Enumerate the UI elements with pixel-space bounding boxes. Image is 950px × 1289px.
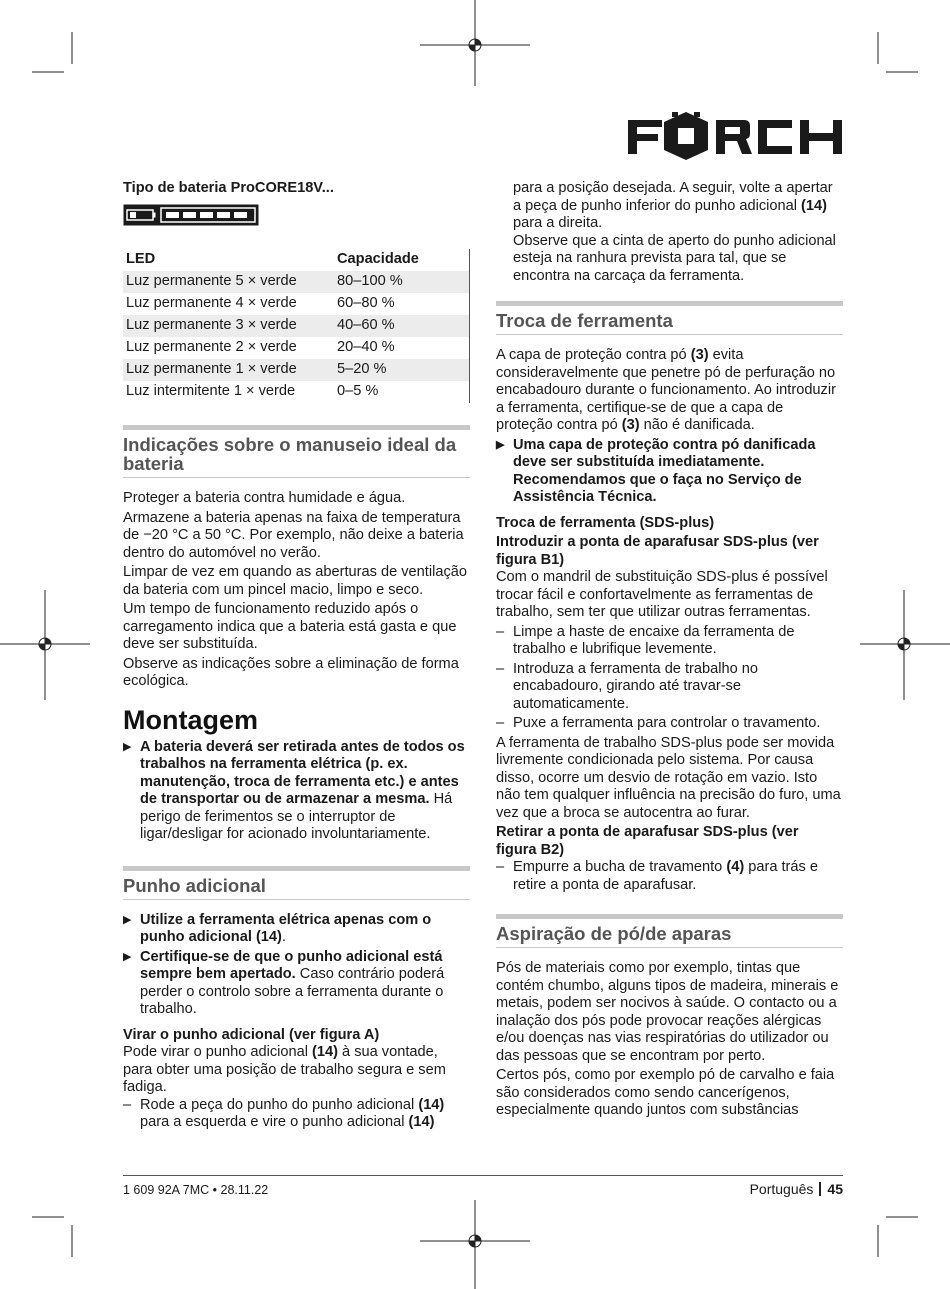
table-row <box>123 381 470 403</box>
table-cell: Luz permanente 2 × verde <box>126 339 297 356</box>
subheading-retirar: Retirar a ponta de aparafusar SDS-plus (ver figura B2) <box>496 824 799 858</box>
paragraph: Um tempo de funcionamento reduzido após o carregamento indica que a bateria está gasta e que deve ser substituída. <box>123 601 457 652</box>
table-cell: Luz intermitente 1 × verde <box>126 383 296 400</box>
page-info <box>750 1181 843 1199</box>
dash-item: – Introduza a ferramenta de trabalho no encabadouro, girando até travar-se automaticamente. <box>496 660 759 712</box>
table-row <box>123 337 470 359</box>
table-row <box>123 315 470 337</box>
table-cell: 5–20 % <box>334 359 470 381</box>
dash-item-continued: para a posição desejada. A seguir, volte a apertar a peça de punho inferior do punho adicional (14) para a direita. <box>513 180 833 231</box>
forch-logo <box>628 112 842 162</box>
table-cell: Luz permanente 3 × verde <box>123 315 334 337</box>
safety-bullet: ▶ Uma capa de proteção contra pó danificada deve ser substituída imediatamente. Recomendamos que o faça no Serviço de Assistência Técnica. <box>496 436 816 505</box>
paragraph: Observe as indicações sobre a eliminação de forma ecológica. <box>123 655 459 689</box>
dash-item: – Limpe a haste de encaixe da ferramenta de trabalho e lubrifique levemente. <box>496 623 795 657</box>
paragraph: Pós de materiais como por exemplo, tintas que contém chumbo, alguns tipos de madeira, minerais e metais, podem ser nocivos à saúde. O contacto ou a inalação dos pós pode provocar reações alérgicas e/ou doenças nas vias respiratórias do utilizador ou das pessoas que se encontram por perto. <box>496 960 839 1064</box>
paragraph: Limpar de vez em quando as aberturas de ventilação da bateria com um pincel macio, limpo e seco. <box>123 564 467 598</box>
subheading-virar: Virar o punho adicional (ver figura A) <box>123 1026 380 1043</box>
dash-item: – Puxe a ferramenta para controlar o travamento. <box>496 715 821 731</box>
table-cell: Luz permanente 1 × verde <box>123 359 334 381</box>
paragraph: Proteger a bateria contra humidade e água. <box>123 490 406 506</box>
subheading-sds: Troca de ferramenta (SDS-plus) <box>496 514 715 531</box>
dash-item: – Rode a peça do punho do punho adicional (14) para a esquerda e vire o punho adicional (14) <box>123 1096 445 1130</box>
table-row <box>123 359 470 381</box>
table-cell: 0–5 % <box>337 383 379 400</box>
page-number: 45 <box>827 1181 843 1197</box>
triangle-right-icon: ▶ <box>123 740 132 753</box>
paragraph: Com o mandril de substituição SDS-plus é possível trocar fácil e confortavelmente as ferramentas de trabalho, sem ter que utilizar outras ferramentas. <box>496 569 828 620</box>
table-row <box>123 293 470 315</box>
paragraph: Pode virar o punho adicional (14) à sua vontade, para obter uma posição de trabalho segura e sem fadiga. <box>123 1044 446 1095</box>
led-capacity-table <box>123 249 470 403</box>
battery-type-label: Tipo de bateria ProCORE18V... <box>123 180 334 196</box>
table-cell: 40–60 % <box>334 315 470 337</box>
language-label: Português <box>749 1181 814 1197</box>
section-heading-punho: Punho adicional <box>123 866 470 900</box>
table-row <box>123 271 470 293</box>
paragraph: A capa de proteção contra pó (3) evita consideravelmente que penetre pó de perfuração no encabadouro durante o funcionamento. Ao introduzir a ferramenta, certifique-se de que a capa de proteção contra pó (3) não é danificada. <box>496 347 836 433</box>
paragraph: A ferramenta de trabalho SDS-plus pode ser movida livremente condicionada pelo sistema. Por causa disso, ocorre um desvio de rotação em vazio. Isto não tem qualquer influência na precisão do furo, uma vez que a broca se autocentra ao furar. <box>496 734 841 821</box>
left-column <box>123 180 470 1132</box>
safety-bullet: ▶ Utilize a ferramenta elétrica apenas com o punho adicional (14). <box>123 911 432 945</box>
safety-bullet: ▶ Certifique-se de que o punho adicional está sempre bem apertado. Caso contrário poderá perder o controlo sobre a ferramenta durante o trabalho. <box>123 948 445 1017</box>
table-header-row <box>123 249 470 271</box>
dash-item: – Empurre a bucha de travamento (4) para trás e retire a ponta de aparafusar. <box>496 859 819 893</box>
table-header: Capacidade <box>337 251 419 268</box>
paragraph: Certos pós, como por exemplo pó de carvalho e faia são considerados como sendo cancerígenos, especialmente quando juntos com substâncias <box>496 1067 835 1118</box>
table-cell: 20–40 % <box>337 339 395 356</box>
section-heading-montagem: Montagem <box>123 704 258 735</box>
section-heading-handling: Indicações sobre o manuseio ideal da bateria <box>123 425 470 478</box>
page-footer <box>123 1175 843 1197</box>
paragraph: Observe que a cinta de aperto do punho adicional esteja na ranhura prevista para tal, que se encontra na carcaça da ferramenta. <box>513 232 836 284</box>
battery-gauge-icon <box>123 204 259 226</box>
table-header: LED <box>126 251 156 268</box>
document-code: 1 609 92A 7MC • 28.11.22 <box>123 1183 269 1197</box>
paragraph: Armazene a bateria apenas na faixa de temperatura de −20 °C a 50 °C. Por exemplo, não deixe a bateria dentro do automóvel no verão. <box>123 509 464 561</box>
triangle-right-icon: ▶ <box>123 950 132 963</box>
table-cell: Luz permanente 4 × verde <box>126 295 297 312</box>
table-cell: 80–100 % <box>334 271 470 293</box>
section-heading-troca: Troca de ferramenta <box>496 301 843 335</box>
section-heading-aspiracao: Aspiração de pó/de aparas <box>496 914 843 948</box>
table-cell: 60–80 % <box>337 295 395 312</box>
triangle-right-icon: ▶ <box>123 913 132 926</box>
safety-bullet: ▶ A bateria deverá ser retirada antes de todos os trabalhos na ferramenta elétrica (p. ex. manutenção, troca de ferramenta etc.) e antes de transportar ou de armazenar a mesma. Há perigo de ferimentos se o interruptor de ligar/desligar for acionado involuntariamente. <box>123 738 465 842</box>
right-column <box>496 180 843 1122</box>
table-cell: Luz permanente 5 × verde <box>123 271 334 293</box>
subheading-sds-intro: Introduzir a ponta de aparafusar SDS-plus (ver figura B1) <box>496 534 819 568</box>
triangle-right-icon: ▶ <box>496 438 505 451</box>
